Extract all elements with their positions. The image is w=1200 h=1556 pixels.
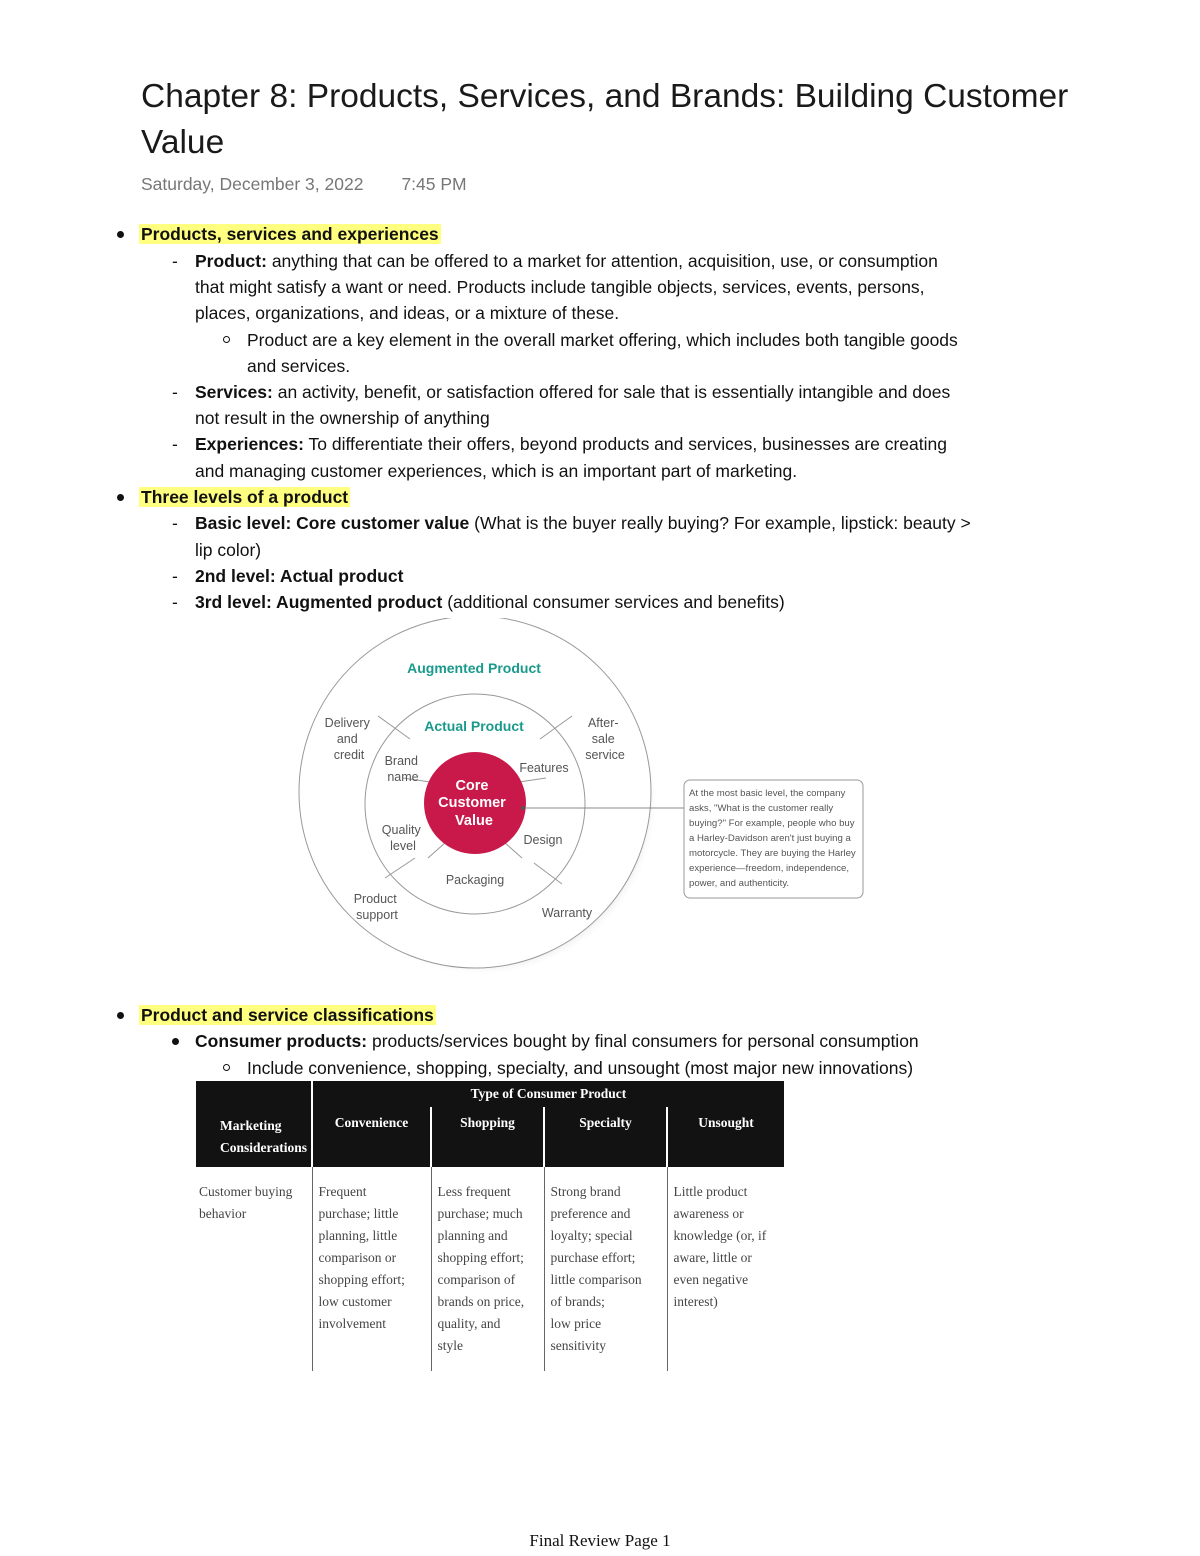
table-row (196, 1167, 784, 1371)
basic-level-line-1: Basic level: Core customer value (What is the buyer really buying? For example, lipstick: beauty > (195, 513, 971, 533)
brand-name-label: Brand name (384, 754, 419, 784)
callout-dot (521, 806, 525, 810)
bullet-disc (117, 231, 124, 238)
bullet-disc (117, 1012, 124, 1019)
row-label: Customer buying behavior (199, 1184, 293, 1221)
basic-level-line-2: lip color) (195, 540, 262, 560)
bullet-disc (117, 494, 124, 501)
consumer-sub-line: Include convenience, shopping, specialty, and unsought (most major new innovations) (247, 1058, 914, 1078)
services-line-2: not result in the ownership of anything (195, 408, 490, 428)
page-title: Chapter 8: Products, Services, and Brands: Building Customer Value (141, 78, 1069, 161)
column-header-unsought: Unsought (667, 1107, 784, 1167)
second-level-line: 2nd level: Actual product (195, 566, 404, 586)
quality-level-label: Quality level (381, 823, 421, 853)
bullet-dash: - (172, 566, 178, 586)
cell-shopping: Less frequent purchase; much planning and shopping effort; comparison of brands on price, quality, and style (431, 1167, 544, 1371)
design-label: Design (523, 833, 563, 847)
delivery-credit-label: Delivery and credit (324, 716, 370, 762)
table-header-row (196, 1107, 784, 1167)
features-label: Features (519, 761, 569, 775)
product-sub-line-1: Product are a key element in the overall market offering, which includes both tangible goods (247, 330, 958, 350)
consumer-product-table (196, 1081, 784, 1371)
packaging-label: Packaging (445, 873, 505, 887)
bullet-dash: - (172, 513, 178, 533)
note-datetime (141, 174, 467, 195)
product-sub-line-2: and services. (247, 356, 351, 376)
table-group-header-row (196, 1081, 784, 1107)
product-support-label: Product support (353, 892, 398, 922)
section-heading-3: Product and service classifications (141, 1005, 434, 1025)
after-sale-label: After- sale service (585, 716, 625, 762)
cell-convenience: Frequent purchase; little planning, little comparison or shopping effort; low customer involvement (312, 1167, 431, 1371)
section-heading-1: Products, services and experiences (141, 224, 439, 244)
cell-unsought: Little product awareness or knowledge (or, if aware, little or even negative interest) (667, 1167, 784, 1371)
bullet-dash: - (172, 382, 178, 402)
note-date: Saturday, December 3, 2022 (141, 174, 364, 194)
cell-specialty: Strong brand preference and loyalty; special purchase effort; little comparison of brands; low price sensitivity (544, 1167, 667, 1371)
table-corner-header: Marketing Considerations (196, 1107, 312, 1167)
augmented-label: Augmented Product (407, 660, 541, 676)
bullet-ring (223, 336, 230, 343)
column-header-specialty: Specialty (544, 1107, 667, 1167)
column-header-shopping: Shopping (431, 1107, 544, 1167)
page-footer: Final Review Page 1 (529, 1531, 671, 1550)
product-definition-line-2: that might satisfy a want or need. Products include tangible objects, services, events, persons, (195, 277, 925, 297)
bullet-dash: - (172, 251, 178, 271)
services-line-1: Services: an activity, benefit, or satisfaction offered for sale that is essentially intangible and does (195, 382, 951, 402)
warranty-label: Warranty (541, 906, 593, 920)
consumer-products-line: Consumer products: products/services bought by final consumers for personal consumption (195, 1031, 919, 1051)
table-group-header: Type of Consumer Product (312, 1081, 784, 1107)
bullet-dash: - (172, 434, 178, 454)
bullet-disc (172, 1038, 179, 1045)
actual-label: Actual Product (424, 718, 524, 734)
bullet-ring (223, 1064, 230, 1071)
callout-text: At the most basic level, the company asks, "What is the customer really buying?" For example, people who buy a Harley-Davidson aren't just buying a motorcycle. They are buying the Harley experience—freedom, independence, power, and authenticity. (689, 788, 856, 889)
experiences-line-1: Experiences: To differentiate their offers, beyond products and services, businesses are creating (195, 434, 947, 454)
section-heading-2: Three levels of a product (141, 487, 349, 507)
third-level-line: 3rd level: Augmented product (additional consumer services and benefits) (195, 592, 785, 612)
product-definition-line-1: Product: anything that can be offered to a market for attention, acquisition, use, or consumption (195, 251, 938, 271)
core-label: Core Customer Value (438, 778, 506, 829)
experiences-line-2: and managing customer experiences, which is an important part of marketing. (195, 461, 798, 481)
three-levels-diagram (290, 618, 880, 998)
product-definition-line-3: places, organizations, and ideas, or a mixture of these. (195, 303, 620, 323)
bullet-dash: - (172, 592, 178, 612)
table-corner-top (196, 1081, 312, 1107)
column-header-convenience: Convenience (312, 1107, 431, 1167)
note-time: 7:45 PM (401, 174, 467, 194)
